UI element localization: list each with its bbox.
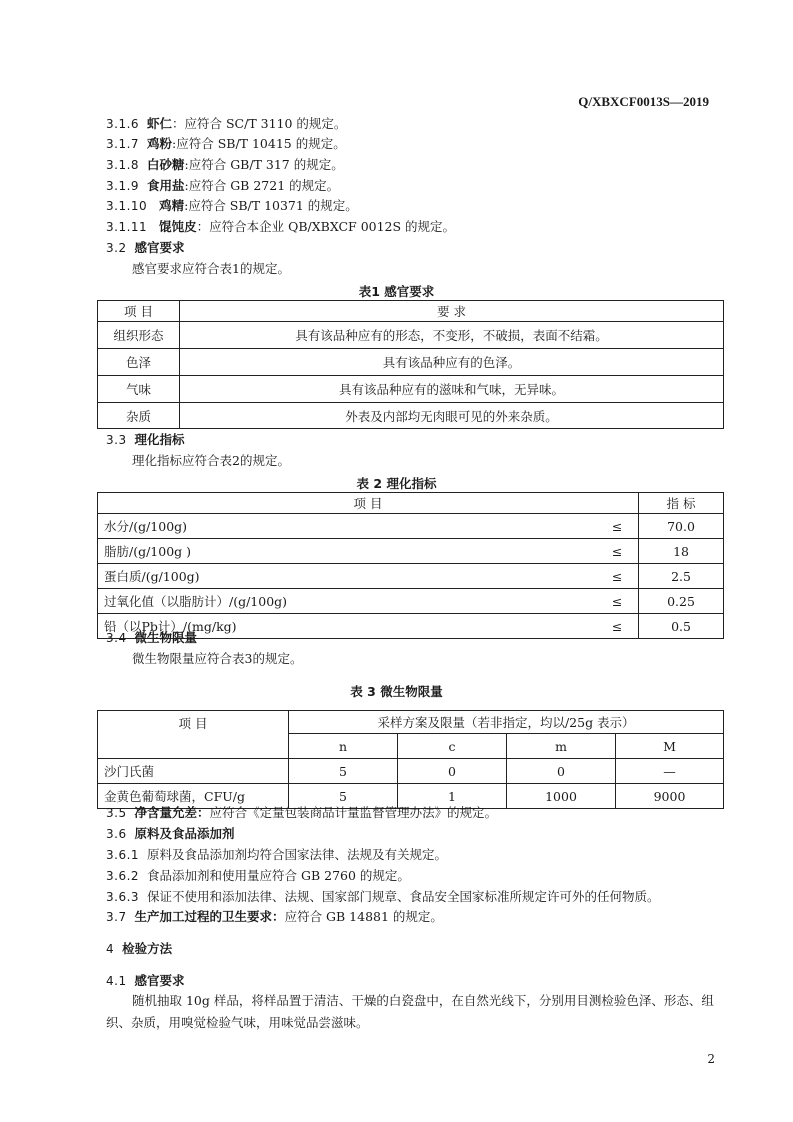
section-3-6-heading: 3.6 原料及食品添加剂 (106, 826, 235, 841)
section-3-3-heading: 3.3 理化指标 (106, 432, 185, 447)
document-code: Q/XBXCF0013S—2019 (578, 94, 709, 109)
le-symbol: ≤ (596, 539, 639, 564)
table2-row-item: 过氧化值（以脂肪计）/(g/100g) (98, 589, 597, 614)
table3-row-M: 9000 (616, 784, 724, 809)
table1-head-req: 要 求 (180, 301, 724, 322)
section-3-2-heading: 3.2 感官要求 (106, 240, 185, 255)
table3-row-n: 5 (289, 784, 398, 809)
clause-3-6-3: 3.6.3 保证不使用和添加法律、法规、国家部门规章、食品安全国家标准所规定许可外的任何物质。 (106, 889, 660, 904)
table2-row-val: 0.25 (639, 589, 724, 614)
section-4-heading: 4 检验方法 (106, 941, 173, 956)
le-symbol: ≤ (596, 564, 639, 589)
clause-3-1-6: 3.1.6 虾仁：应符合 SC/T 3110 的规定。 (106, 116, 347, 131)
table3-row-m: 0 (507, 759, 616, 784)
table3-row-n: 5 (289, 759, 398, 784)
table1-row-req: 具有该品种应有的滋味和气味，无异味。 (180, 376, 724, 403)
clause-3-1-7: 3.1.7 鸡粉:应符合 SB/T 10415 的规定。 (106, 136, 346, 151)
table1-sensory (97, 300, 724, 429)
table1-caption: 表1 感官要求 (358, 284, 435, 299)
table3-row-M: — (616, 759, 724, 784)
table3-row-c: 0 (398, 759, 507, 784)
table3-col-c: c (398, 734, 507, 759)
table3-row-item: 沙门氏菌 (98, 759, 289, 784)
table2-head-val: 指 标 (639, 493, 724, 514)
table3-row-item: 金黄色葡萄球菌，CFU/g (98, 784, 289, 809)
table3-row-m: 1000 (507, 784, 616, 809)
table2-row-val: 18 (639, 539, 724, 564)
table3-microbial (97, 710, 724, 809)
clause-3-1-11: 3.1.11 馄饨皮：应符合本企业 QB/XBXCF 0012S 的规定。 (106, 219, 456, 234)
clause-3-6-2: 3.6.2 食品添加剂和使用量应符合 GB 2760 的规定。 (106, 868, 410, 883)
clause-3-5: 3.5 净含量允差：应符合《定量包装商品计量监督管理办法》的规定。 (106, 805, 498, 820)
le-symbol: ≤ (596, 589, 639, 614)
clause-3-1-10: 3.1.10 鸡精:应符合 SB/T 10371 的规定。 (106, 198, 358, 213)
le-symbol: ≤ (596, 614, 639, 639)
table3-col-m: m (507, 734, 616, 759)
table1-row-item: 色泽 (98, 349, 180, 376)
page-number: 2 (707, 1052, 715, 1066)
table3-head-plan: 采样方案及限量（若非指定，均以/25g 表示） (289, 711, 724, 734)
section-4-1-paragraph: 随机抽取 10g 样品，将样品置于清洁、干燥的白瓷盘中，在自然光线下，分别用目测检验色泽、形态、组织、杂质，用嗅觉检验气味，用味觉品尝滋味。 (106, 993, 714, 1030)
le-symbol: ≤ (596, 514, 639, 539)
table1-row-req: 具有该品种应有的色泽。 (180, 349, 724, 376)
section-3-4-intro: 微生物限量应符合表3的规定。 (132, 651, 303, 666)
table2-caption: 表 2 理化指标 (356, 476, 437, 491)
table1-head-item: 项 目 (98, 301, 180, 322)
section-3-3-intro: 理化指标应符合表2的规定。 (132, 453, 290, 468)
clause-3-7: 3.7 生产加工过程的卫生要求：应符合 GB 14881 的规定。 (106, 909, 443, 924)
table3-col-n: n (289, 734, 398, 759)
table3-head-item: 项 目 (98, 711, 289, 759)
table3-col-M: M (616, 734, 724, 759)
clause-3-1-9: 3.1.9 食用盐:应符合 GB 2721 的规定。 (106, 178, 340, 193)
table2-row-item: 蛋白质/(g/100g) (98, 564, 597, 589)
section-3-4-heading: 3.4 微生物限量 (106, 630, 198, 645)
table2-row-item: 铅（以Pb计）/(mg/kg) (98, 614, 597, 639)
table1-row-req: 外表及内部均无肉眼可见的外来杂质。 (180, 403, 724, 429)
section-4-1-heading: 4.1 感官要求 (106, 973, 185, 988)
table2-row-val: 70.0 (639, 514, 724, 539)
table1-row-item: 杂质 (98, 403, 180, 429)
table2-row-item: 脂肪/(g/100g ) (98, 539, 597, 564)
clause-3-1-8: 3.1.8 白砂糖:应符合 GB/T 317 的规定。 (106, 157, 344, 172)
section-3-2-intro: 感官要求应符合表1的规定。 (132, 261, 290, 276)
table2-row-val: 0.5 (639, 614, 724, 639)
table1-row-item: 气味 (98, 376, 180, 403)
clause-3-6-1: 3.6.1 原料及食品添加剂均符合国家法律、法规及有关规定。 (106, 847, 448, 862)
table3-caption: 表 3 微生物限量 (350, 684, 443, 699)
table2-physicochemical (97, 492, 724, 639)
table3-row-c: 1 (398, 784, 507, 809)
table1-row-req: 具有该品种应有的形态，不变形，不破损，表面不结霜。 (180, 322, 724, 349)
table2-head-item: 项 目 (98, 493, 639, 514)
table1-row-item: 组织形态 (98, 322, 180, 349)
table2-row-val: 2.5 (639, 564, 724, 589)
table2-row-item: 水分/(g/100g) (98, 514, 597, 539)
